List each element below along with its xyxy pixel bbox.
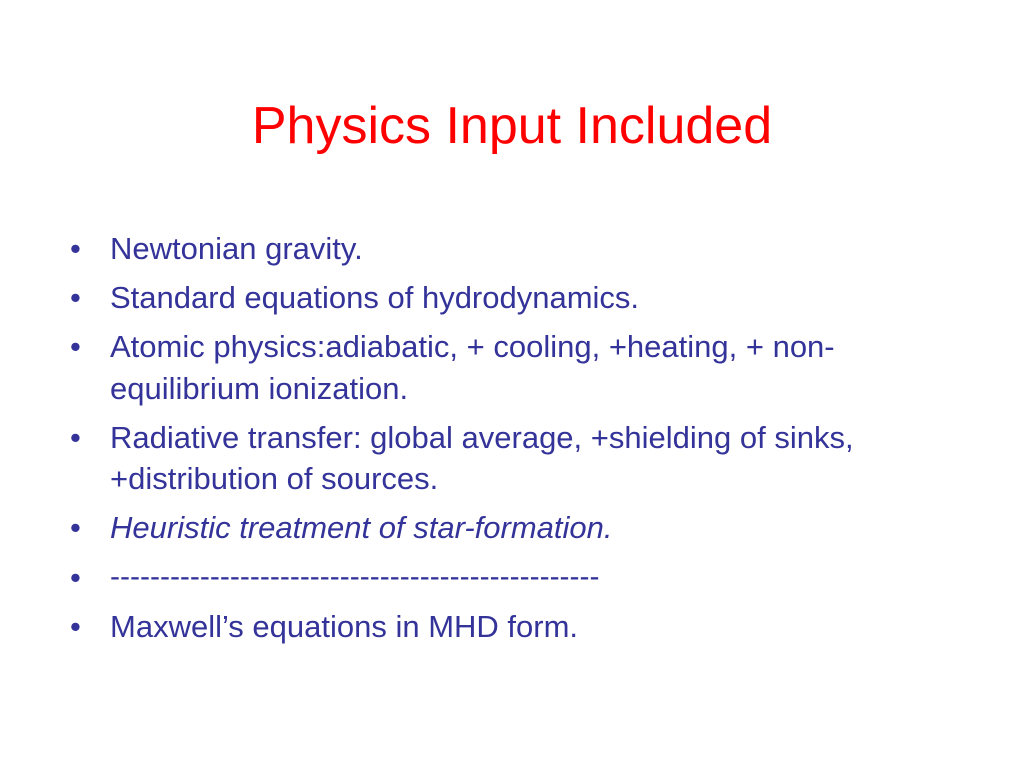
bullet-marker-icon: • <box>70 419 81 455</box>
list-item-label: Heuristic treatment of star-formation. <box>110 510 613 546</box>
list-item-label: Standard equations of hydrodynamics. <box>110 280 640 316</box>
divider-label: ------------------------------------------------- <box>110 559 600 593</box>
list-item-label: Atomic physics:adiabatic, + cooling, +heating, + non-equilibrium ionization. <box>110 329 835 406</box>
bullet-marker-icon: • <box>70 231 81 266</box>
bullet-marker-icon: • <box>70 559 81 595</box>
list-item <box>70 507 960 548</box>
bullet-marker-icon: • <box>70 280 81 316</box>
list-item <box>70 417 960 499</box>
bullet-marker-icon: • <box>70 608 81 644</box>
list-item-label: Newtonian gravity. <box>110 231 363 266</box>
list-item-label: Maxwell’s equations in MHD form. <box>110 608 579 644</box>
list-item <box>70 606 960 647</box>
bullet-marker-icon: • <box>70 510 81 546</box>
list-item <box>70 326 960 408</box>
list-item <box>70 277 960 318</box>
bullet-list <box>70 228 960 655</box>
list-item-divider <box>70 557 960 598</box>
bullet-marker-icon: • <box>70 329 81 365</box>
page-title: Physics Input Included <box>251 97 773 155</box>
list-item-label: Radiative transfer: global average, +shielding of sinks, +distribution of sources. <box>110 419 854 497</box>
list-item <box>70 228 960 269</box>
